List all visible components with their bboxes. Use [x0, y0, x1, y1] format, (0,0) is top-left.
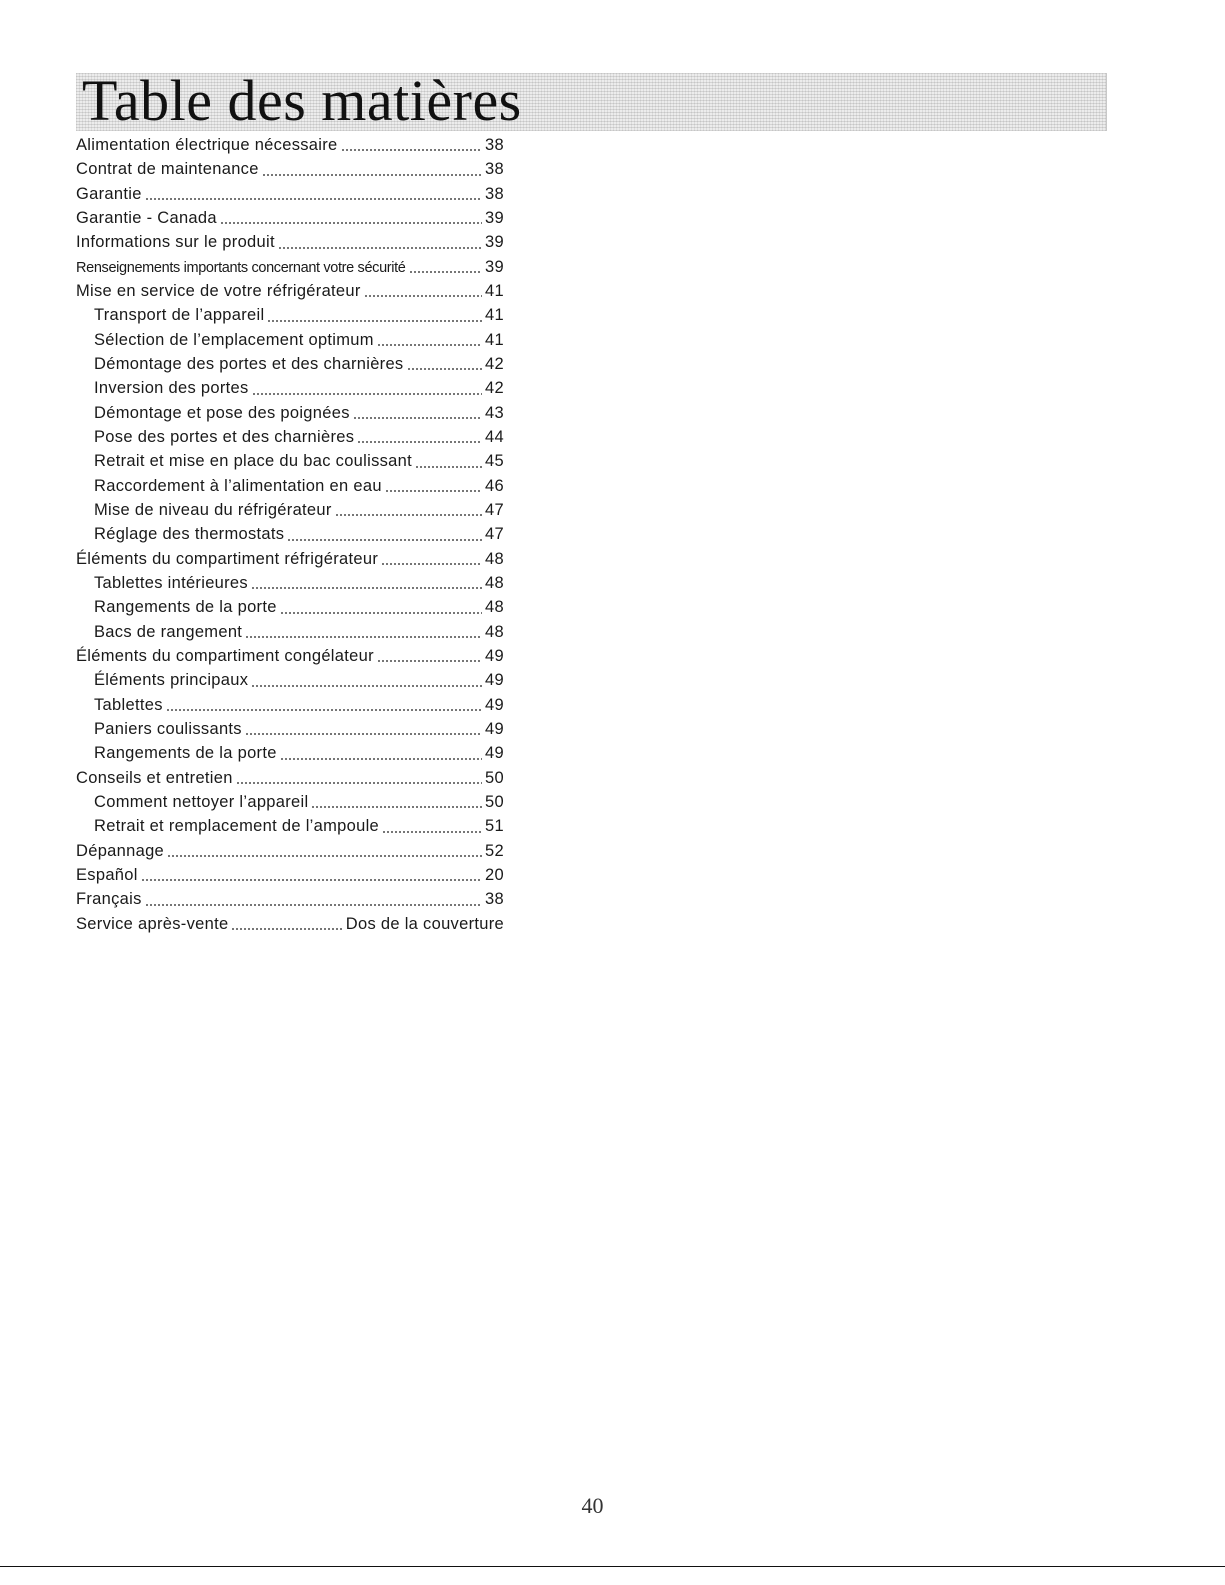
- toc-entry-label: Dépannage: [76, 841, 165, 860]
- toc-subentry[interactable]: [76, 693, 504, 717]
- dot-leader: [357, 441, 482, 443]
- toc-subentry[interactable]: [76, 741, 504, 765]
- dot-leader: [252, 393, 482, 395]
- toc-entry-label: Raccordement à l’alimentation en eau: [94, 476, 382, 495]
- toc-entry[interactable]: [76, 255, 504, 279]
- toc-entry-page: 46: [485, 476, 504, 495]
- toc-entry-page: 48: [485, 622, 504, 641]
- toc-entry-label: Retrait et remplacement de l’ampoule: [94, 817, 380, 836]
- toc-entry-label: Renseignements importants concernant votre sécurité: [76, 259, 406, 276]
- toc-subentry[interactable]: [76, 449, 504, 473]
- toc-entry-page: 20: [485, 865, 504, 884]
- dot-leader: [311, 806, 482, 808]
- dot-leader: [145, 198, 482, 200]
- toc-entry-label: Sélection de l’emplacement optimum: [94, 330, 374, 349]
- dot-leader: [381, 563, 482, 565]
- toc-entry-page: 42: [485, 379, 504, 398]
- toc-entry-page: 39: [485, 257, 504, 276]
- toc-entry-label: Éléments principaux: [94, 671, 249, 690]
- toc-entry-page: 43: [485, 403, 504, 422]
- toc-entry-label: Comment nettoyer l’appareil: [94, 792, 309, 811]
- toc-entry-page: 38: [485, 160, 504, 179]
- toc-entry-page: 49: [485, 646, 504, 665]
- dot-leader: [251, 685, 482, 687]
- dot-leader: [166, 709, 482, 711]
- toc-subentry[interactable]: [76, 303, 504, 327]
- toc-subentry[interactable]: [76, 498, 504, 522]
- toc-entry-page: 51: [485, 817, 504, 836]
- toc-entry-label: Retrait et mise en place du bac coulissant: [94, 452, 413, 471]
- dot-leader: [409, 271, 483, 273]
- dot-leader: [415, 466, 482, 468]
- toc-entry-label: Inversion des portes: [94, 379, 249, 398]
- toc-entry-label: Éléments du compartiment congélateur: [76, 646, 374, 665]
- toc-entry-label: Garantie - Canada: [76, 208, 217, 227]
- toc-entry-page: 47: [485, 525, 504, 544]
- toc-entry-page: 48: [485, 549, 504, 568]
- toc-entry-label: Démontage des portes et des charnières: [94, 354, 404, 373]
- toc-entry-page: 49: [485, 671, 504, 690]
- dot-leader: [335, 514, 482, 516]
- toc-entry[interactable]: [76, 157, 504, 181]
- dot-leader: [251, 587, 482, 589]
- toc-entry[interactable]: [76, 863, 504, 887]
- toc-entry[interactable]: [76, 279, 504, 303]
- toc-entry-page: 50: [485, 792, 504, 811]
- toc-entry-page: Dos de la couverture: [345, 914, 504, 933]
- dot-leader: [280, 612, 482, 614]
- toc-entry-page: 39: [485, 233, 504, 252]
- toc-entry-page: 38: [485, 890, 504, 909]
- toc-subentry[interactable]: [76, 352, 504, 376]
- dot-leader: [262, 174, 482, 176]
- toc-entry-label: Éléments du compartiment réfrigérateur: [76, 549, 379, 568]
- toc-entry-label: Contrat de maintenance: [76, 160, 259, 179]
- dot-leader: [145, 904, 482, 906]
- toc-entry-label: Mise de niveau du réfrigérateur: [94, 500, 332, 519]
- toc-entry-page: 42: [485, 354, 504, 373]
- dot-leader: [236, 782, 482, 784]
- dot-leader: [245, 733, 482, 735]
- toc-entry[interactable]: [76, 912, 504, 936]
- toc-entry-label: Rangements de la porte: [94, 598, 277, 617]
- dot-leader: [377, 344, 482, 346]
- toc-entry[interactable]: [76, 206, 504, 230]
- toc-subentry[interactable]: [76, 376, 504, 400]
- dot-leader: [280, 758, 482, 760]
- toc-subentry[interactable]: [76, 595, 504, 619]
- toc-entry-label: Service après-vente: [76, 914, 229, 933]
- dot-leader: [141, 879, 482, 881]
- toc-entry-label: Réglage des thermostats: [94, 525, 285, 544]
- dot-leader: [220, 222, 482, 224]
- toc-entry-page: 44: [485, 427, 504, 446]
- toc-subentry[interactable]: [76, 401, 504, 425]
- dot-leader: [287, 539, 482, 541]
- toc-subentry[interactable]: [76, 571, 504, 595]
- dot-leader: [267, 320, 482, 322]
- toc-entry[interactable]: [76, 182, 504, 206]
- toc-entry-label: Transport de l’appareil: [94, 306, 265, 325]
- dot-leader: [382, 831, 482, 833]
- dot-leader: [364, 295, 482, 297]
- toc-entry-label: Tablettes intérieures: [94, 573, 248, 592]
- page-number: 40: [581, 1493, 604, 1518]
- toc-entry-label: Informations sur le produit: [76, 233, 275, 252]
- toc-entry[interactable]: [76, 766, 504, 790]
- toc-entry-label: Paniers coulissants: [94, 719, 242, 738]
- dot-leader: [353, 417, 482, 419]
- toc-entry-label: Pose des portes et des charnières: [94, 427, 355, 446]
- toc-entry-page: 49: [485, 719, 504, 738]
- toc-entry-page: 49: [485, 695, 504, 714]
- toc-entry[interactable]: [76, 839, 504, 863]
- toc-subentry[interactable]: [76, 474, 504, 498]
- toc-subentry[interactable]: [76, 790, 504, 814]
- dot-leader: [377, 660, 482, 662]
- toc-entry[interactable]: [76, 133, 504, 157]
- toc-subentry[interactable]: [76, 425, 504, 449]
- toc-entry-label: Garantie: [76, 184, 142, 203]
- toc-subentry[interactable]: [76, 522, 504, 546]
- toc-entry-page: 52: [485, 841, 504, 860]
- dot-leader: [341, 149, 483, 151]
- toc-entry-label: Démontage et pose des poignées: [94, 403, 350, 422]
- table-of-contents: [76, 133, 504, 936]
- dot-leader: [245, 636, 482, 638]
- toc-subentry[interactable]: [76, 328, 504, 352]
- page-title: Table des matières: [82, 68, 522, 133]
- toc-entry[interactable]: [76, 644, 504, 668]
- toc-entry-page: 38: [485, 184, 504, 203]
- toc-entry-page: 38: [485, 136, 504, 154]
- toc-subentry[interactable]: [76, 814, 504, 838]
- toc-entry-page: 49: [485, 744, 504, 763]
- toc-entry-label: Français: [76, 890, 142, 909]
- toc-entry-label: Español: [76, 865, 138, 884]
- toc-entry-page: 47: [485, 500, 504, 519]
- toc-entry-label: Conseils et entretien: [76, 768, 233, 787]
- toc-entry-page: 41: [485, 330, 504, 349]
- toc-entry-page: 39: [485, 208, 504, 227]
- toc-subentry[interactable]: [76, 668, 504, 692]
- dot-leader: [278, 247, 482, 249]
- toc-entry-page: 48: [485, 573, 504, 592]
- dot-leader: [231, 928, 342, 930]
- toc-entry-page: 45: [485, 452, 504, 471]
- toc-entry-label: Bacs de rangement: [94, 622, 243, 641]
- toc-entry-label: Tablettes: [94, 695, 163, 714]
- toc-entry[interactable]: [76, 230, 504, 254]
- toc-subentry[interactable]: [76, 620, 504, 644]
- toc-entry-page: 48: [485, 598, 504, 617]
- toc-subentry[interactable]: [76, 717, 504, 741]
- toc-entry-label: Rangements de la porte: [94, 744, 277, 763]
- bottom-rule: [0, 1566, 1225, 1567]
- toc-entry[interactable]: [76, 887, 504, 911]
- toc-entry-page: 41: [485, 306, 504, 325]
- toc-entry-page: 41: [485, 281, 504, 300]
- dot-leader: [385, 490, 482, 492]
- toc-entry-label: Mise en service de votre réfrigérateur: [76, 281, 361, 300]
- toc-entry-label: Alimentation électrique nécessaire: [76, 136, 338, 154]
- toc-entry-page: 50: [485, 768, 504, 787]
- toc-entry[interactable]: [76, 547, 504, 571]
- dot-leader: [407, 368, 483, 370]
- dot-leader: [167, 855, 482, 857]
